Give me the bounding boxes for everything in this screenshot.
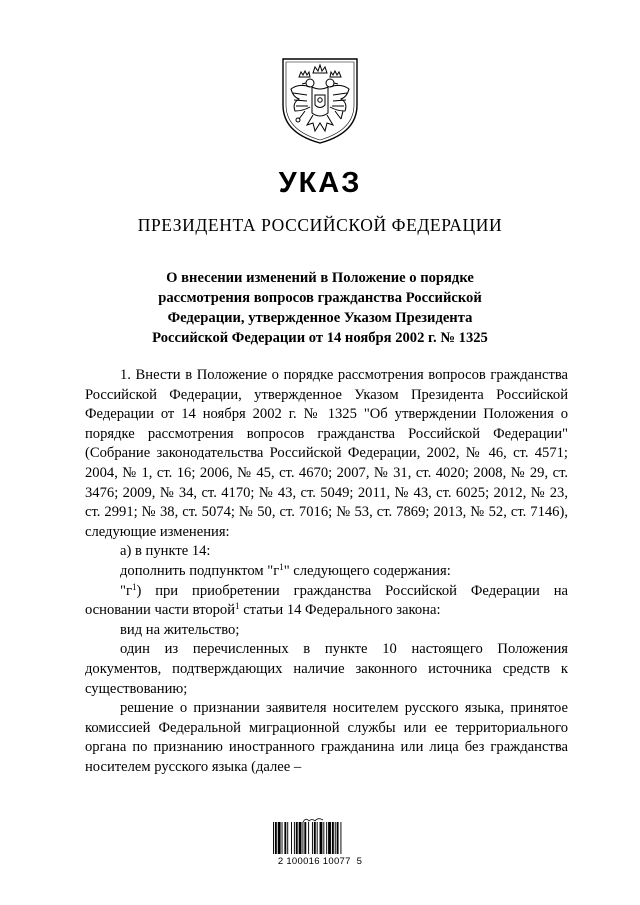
barcode-bar [337, 822, 339, 854]
barcode-bar [340, 822, 341, 854]
barcode-bar [308, 822, 309, 854]
barcode-bar [284, 822, 286, 854]
body-paragraph [85, 621, 568, 641]
russian-coat-of-arms-icon [277, 53, 363, 145]
paragraph-text: 1. Внести в Положение о порядке рассмотрения вопросов гражданства Российской Федерации, утвержденное Указом Президента Российской Федерации от 14 ноября 2002 г. № 1325 "Об утверждении Положения о порядке рассмотрения вопросов гражданства Российской Федерации" (Собрание законодательства Российской Федерации, 2002, № 46, ст. 4571; 2004, № 1, ст. 16; 2006, № 45, ст. 4670; 2007, № 31, ст. 4020; 2008, № 29, ст. 3476; 2009, № 34, ст. 4170; № 43, ст. 5049; 2011, № 43, ст. 6025; 2012, № 23, ст. 2991; № 38, ст. 5074; № 50, ст. 7016; № 53, ст. 7869; 2013, № 52, ст. 7146), следующие изменения: [85, 367, 568, 540]
decree-title-line: Федерации, утвержденное Указом Президента [167, 310, 473, 326]
paragraph-text: статьи 14 Федерального закона: [239, 602, 441, 619]
barcode-bar [282, 822, 283, 854]
barcode-icon [272, 822, 368, 868]
superscript: 1 [279, 561, 284, 572]
paragraph-text: дополнить подпунктом "г [120, 562, 280, 579]
decree-title-line: рассмотрения вопросов гражданства Российской [158, 290, 482, 306]
body-paragraph [85, 562, 568, 582]
barcode-bar [294, 822, 295, 854]
barcode-bar [287, 822, 288, 854]
barcode-bar [312, 822, 313, 854]
paragraph-text: ) при приобретении гражданства Российской Федерации на основании части второй [85, 582, 568, 619]
paragraph-text: один из перечисленных в пункте 10 настоящего Положения документов, подтверждающих наличие законного источника средств к существованию; [85, 641, 568, 697]
barcode-bar [304, 822, 306, 854]
body-paragraph [85, 640, 568, 699]
barcode-bar [320, 822, 323, 854]
barcode-bar [332, 822, 334, 854]
superscript: 1 [235, 601, 240, 612]
barcode-bar [278, 822, 281, 854]
decree-body-text [85, 366, 568, 777]
paragraph-text: а) в пункте 14: [120, 543, 211, 560]
decree-title-line: О внесении изменений в Положение о порядке [166, 270, 474, 286]
barcode-bar [323, 822, 324, 854]
barcode-bar [335, 822, 336, 854]
barcode-bar [299, 822, 302, 854]
barcode-bar [326, 822, 327, 854]
barcode-number: 2 100016 10077 5 [277, 856, 363, 867]
superscript: 1 [131, 581, 137, 592]
barcode-bar [291, 822, 292, 854]
paragraph-text: " следующего содержания: [283, 562, 451, 579]
body-paragraph [85, 582, 568, 621]
barcode-bar [273, 822, 274, 854]
barcode-bar [296, 822, 298, 854]
document-type-heading: УКАЗ [278, 167, 362, 199]
barcode-bar [328, 822, 331, 854]
barcode-bars [272, 822, 368, 854]
body-paragraph [85, 366, 568, 542]
body-paragraph [85, 542, 568, 562]
paragraph-text: "г [120, 582, 132, 599]
barcode-bar [302, 822, 303, 854]
paragraph-text: решение о признании заявителя носителем русского языка, принятое комиссией Федеральной миграционной службы или ее территориального органа по признанию иностранного гражданина или лица без гражданства носителем русского языка (далее – [85, 700, 568, 775]
barcode-bar [317, 822, 318, 854]
issuer-heading: ПРЕЗИДЕНТА РОССИЙСКОЙ ФЕДЕРАЦИИ [137, 215, 503, 235]
barcode-bar [275, 822, 277, 854]
decree-title-line: Российской Федерации от 14 ноября 2002 г. № 1325 [152, 330, 488, 346]
barcode-bar [314, 822, 316, 854]
paragraph-text: вид на жительство; [120, 621, 240, 638]
decree-title [120, 268, 520, 348]
body-paragraph [85, 699, 568, 777]
